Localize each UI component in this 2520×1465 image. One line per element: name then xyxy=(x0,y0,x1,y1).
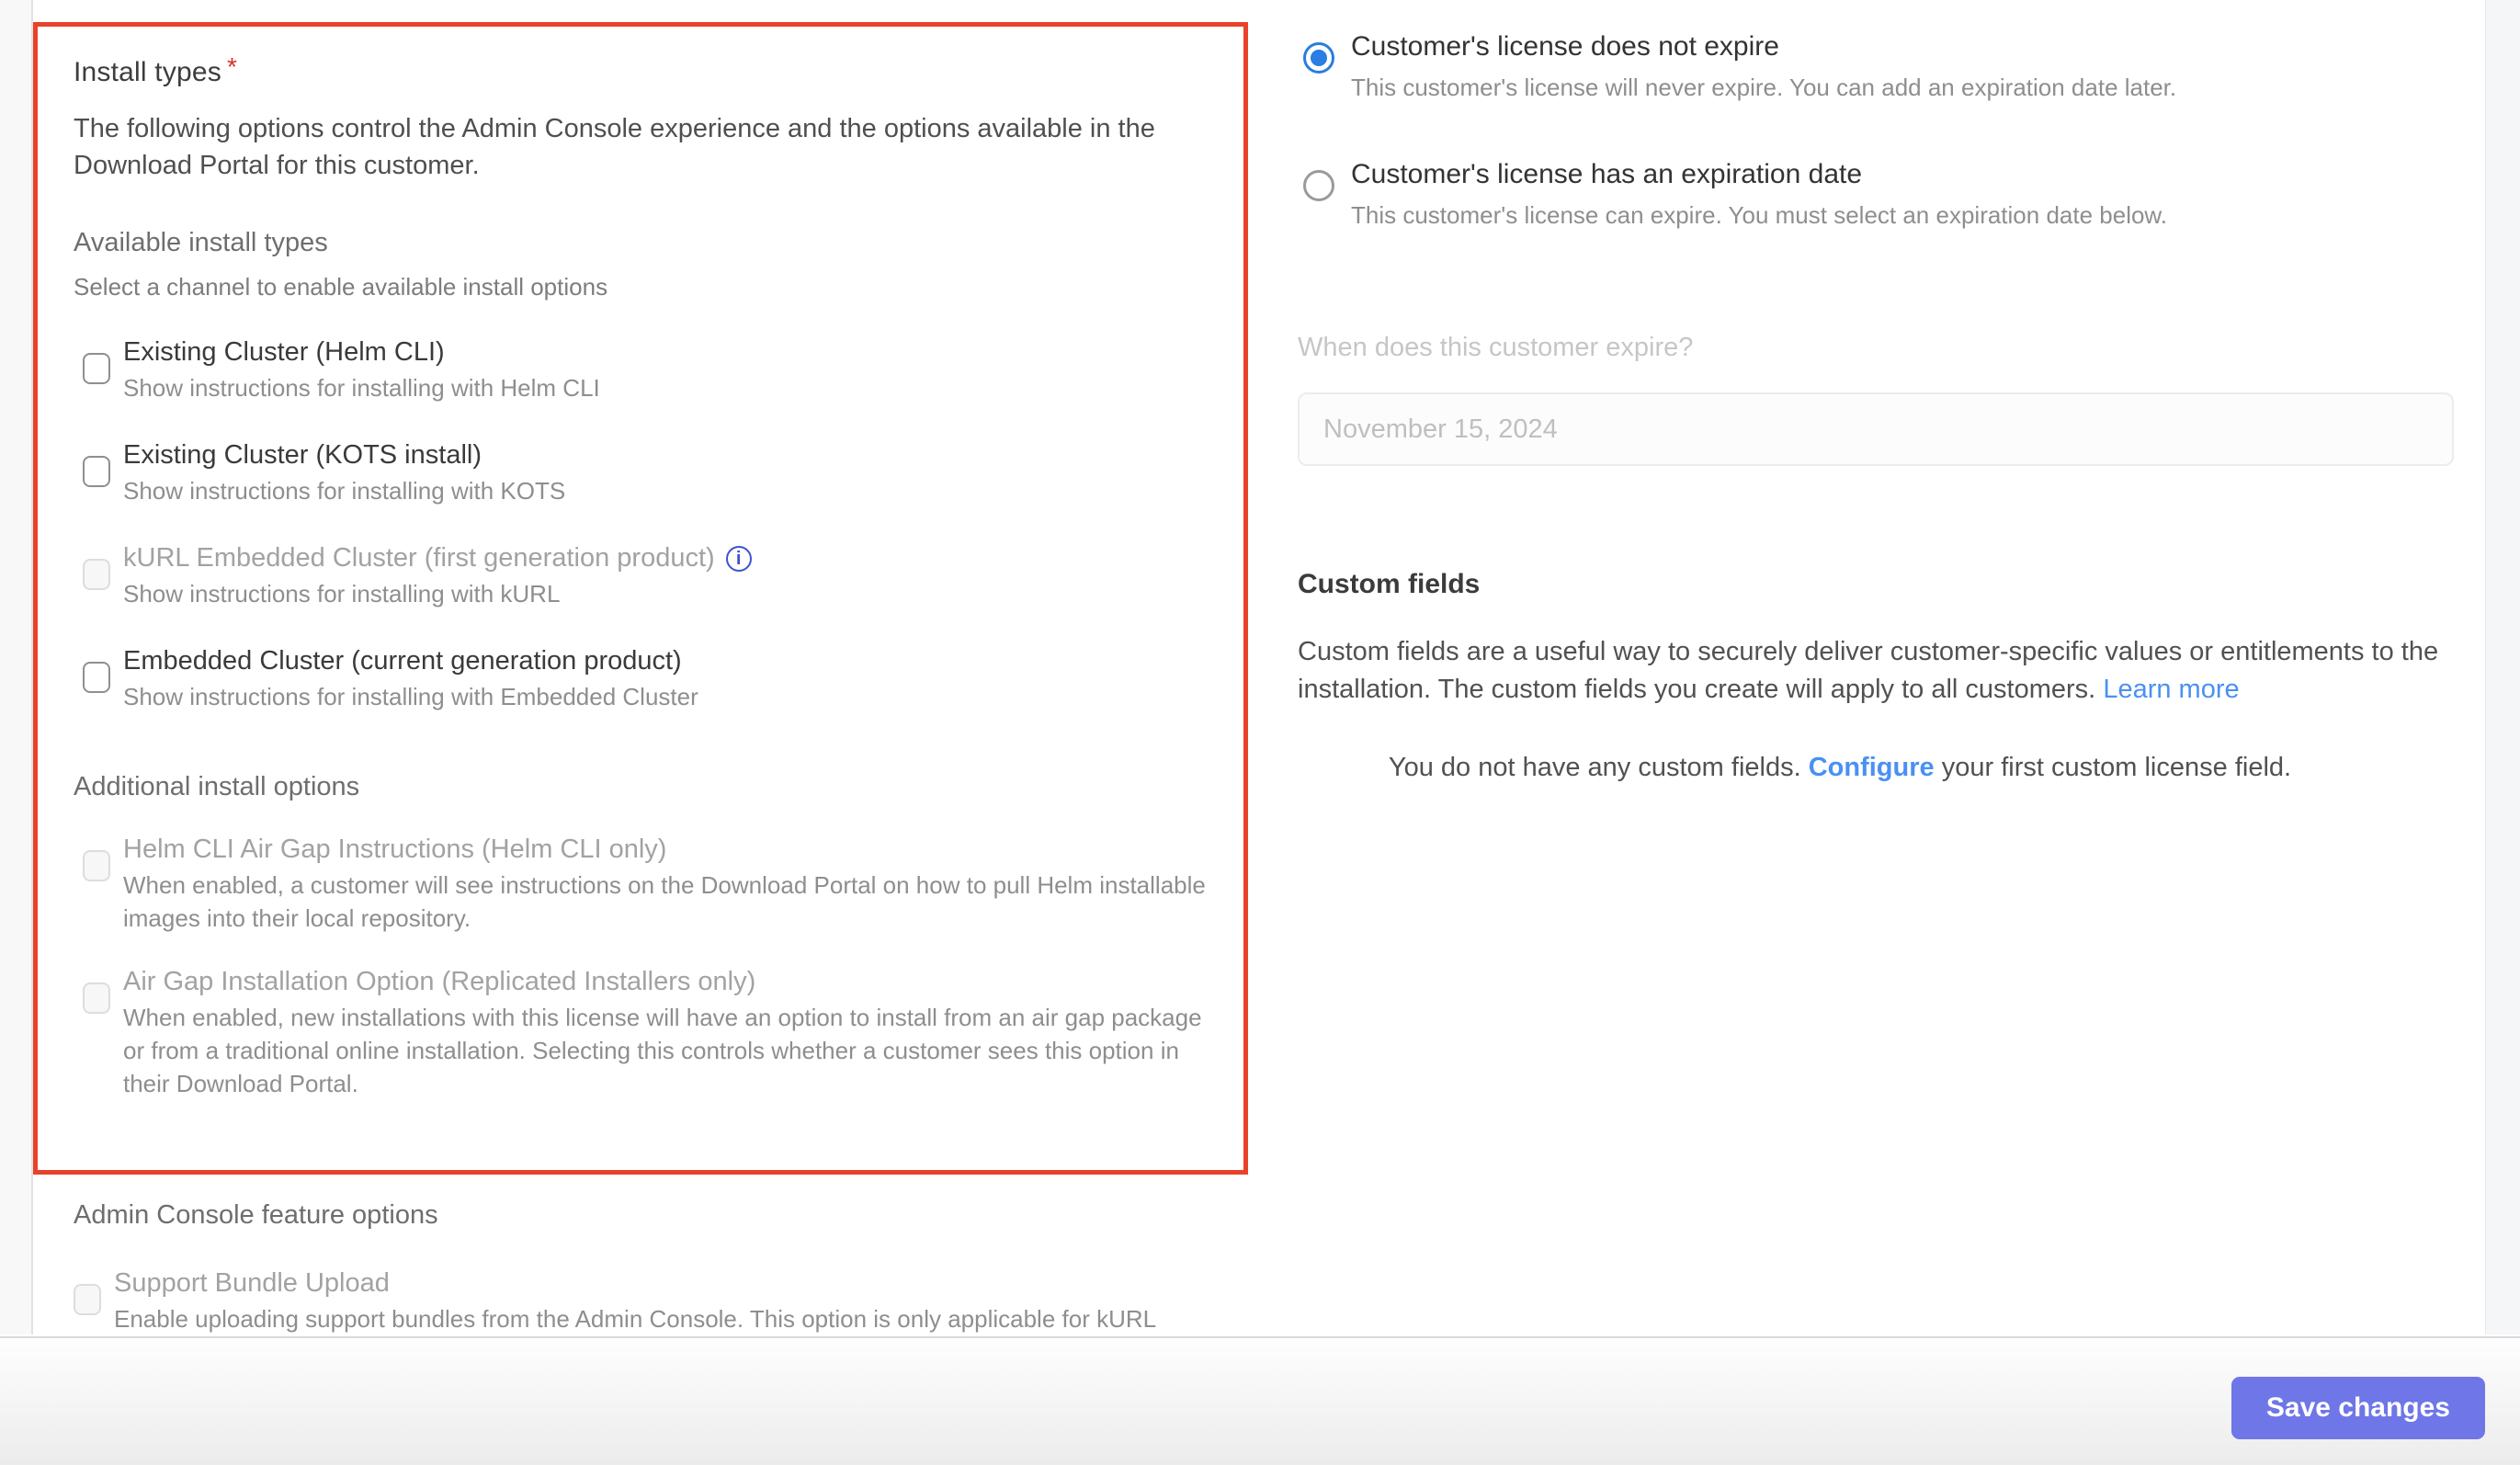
checkbox-support-bundle-upload xyxy=(74,1284,101,1315)
checkbox-kots[interactable] xyxy=(83,456,110,487)
install-option-kots xyxy=(83,436,1216,507)
custom-fields-description xyxy=(1298,633,2454,709)
available-install-types-subheading: Select a channel to enable available install options xyxy=(74,273,608,301)
option-label: Existing Cluster (KOTS install) xyxy=(123,440,482,470)
option-description: Show instructions for installing with kURL xyxy=(123,580,561,608)
option-label: Support Bundle Upload xyxy=(114,1268,390,1298)
option-label: Air Gap Installation Option (Replicated Installers only) xyxy=(123,967,756,996)
required-asterisk: * xyxy=(227,52,238,81)
checkbox-helm-airgap xyxy=(83,850,110,881)
install-option-helm-airgap xyxy=(83,830,1216,935)
option-label: Existing Cluster (Helm CLI) xyxy=(123,337,445,367)
radio-license-does-not-expire[interactable] xyxy=(1303,42,1334,74)
option-label: Helm CLI Air Gap Instructions (Helm CLI only) xyxy=(123,835,667,864)
checkbox-kurl xyxy=(83,559,110,590)
install-types-title xyxy=(74,52,1216,88)
empty-state-text-before: You do not have any custom fields. xyxy=(1388,753,1801,782)
feature-option-support-bundle-upload xyxy=(74,1264,1259,1335)
custom-fields-empty-state xyxy=(1298,753,2382,783)
option-description: Show instructions for installing with Embedded Cluster xyxy=(123,683,698,710)
radio-label: Customer's license has an expiration date xyxy=(1351,159,1863,189)
custom-fields-heading: Custom fields xyxy=(1298,569,1481,599)
admin-console-feature-options-section xyxy=(74,1200,1259,1335)
option-description: When enabled, new installations with this license will have an option to install from an air gap package or from a traditional online installation. Selecting this controls whether a customer sees this option in their Download Portal. xyxy=(123,1004,1202,1097)
empty-state-text-after: your first custom license field. xyxy=(1941,753,2292,782)
option-description: Show instructions for installing with Helm CLI xyxy=(123,374,600,402)
footer-bar xyxy=(0,1336,2520,1465)
option-description: Enable uploading support bundles from the Admin Console. This option is only applicable for kURL xyxy=(114,1305,1157,1333)
checkbox-helm-cli[interactable] xyxy=(83,353,110,384)
additional-install-options-heading: Additional install options xyxy=(74,772,360,801)
option-description: When enabled, a customer will see instructions on the Download Portal on how to pull Helm installable images into their local repository. xyxy=(123,871,1206,932)
configure-link[interactable]: Configure xyxy=(1808,753,1935,782)
install-types-title-text: Install types xyxy=(74,57,222,87)
checkbox-airgap-installers xyxy=(83,982,110,1014)
checkbox-embedded-cluster[interactable] xyxy=(83,662,110,693)
install-option-embedded-cluster xyxy=(83,642,1216,713)
save-changes-button[interactable]: Save changes xyxy=(2231,1377,2485,1439)
install-option-kurl xyxy=(83,539,1216,610)
expiration-date-input[interactable] xyxy=(1298,392,2454,466)
radio-license-has-expiration[interactable] xyxy=(1303,170,1334,201)
radio-label: Customer's license does not expire xyxy=(1351,31,1779,62)
radio-option-license-does-not-expire xyxy=(1298,28,2454,102)
custom-fields-description-text: Custom fields are a useful way to securely deliver customer-specific values or entitlements to the installation. The custom fields you create will apply to all customers. xyxy=(1298,637,2439,704)
install-option-airgap-installers xyxy=(83,962,1216,1100)
vertical-scrollbar[interactable] xyxy=(2485,0,2520,1334)
radio-option-license-has-expiration xyxy=(1298,155,2454,230)
license-settings-column xyxy=(1298,0,2454,783)
left-gutter xyxy=(0,0,33,1334)
radio-description: This customer's license will never expire. You can add an expiration date later. xyxy=(1351,74,2177,101)
option-description: Show instructions for installing with KOTS xyxy=(123,477,566,505)
install-types-highlight-box xyxy=(33,22,1248,1175)
install-option-helm-cli xyxy=(83,333,1216,404)
radio-description: This customer's license can expire. You must select an expiration date below. xyxy=(1351,201,2167,229)
option-label: Embedded Cluster (current generation product) xyxy=(123,646,682,676)
option-label: kURL Embedded Cluster (first generation product) i xyxy=(123,539,1216,577)
learn-more-link[interactable]: Learn more xyxy=(2103,675,2240,704)
available-install-types-heading: Available install types xyxy=(74,228,328,257)
admin-console-feature-options-heading: Admin Console feature options xyxy=(74,1200,438,1230)
install-types-description: The following options control the Admin Console experience and the options available in the Download Portal for this customer. xyxy=(74,114,1155,180)
info-icon[interactable]: i xyxy=(726,546,752,572)
expire-question-label: When does this customer expire? xyxy=(1298,333,1694,362)
